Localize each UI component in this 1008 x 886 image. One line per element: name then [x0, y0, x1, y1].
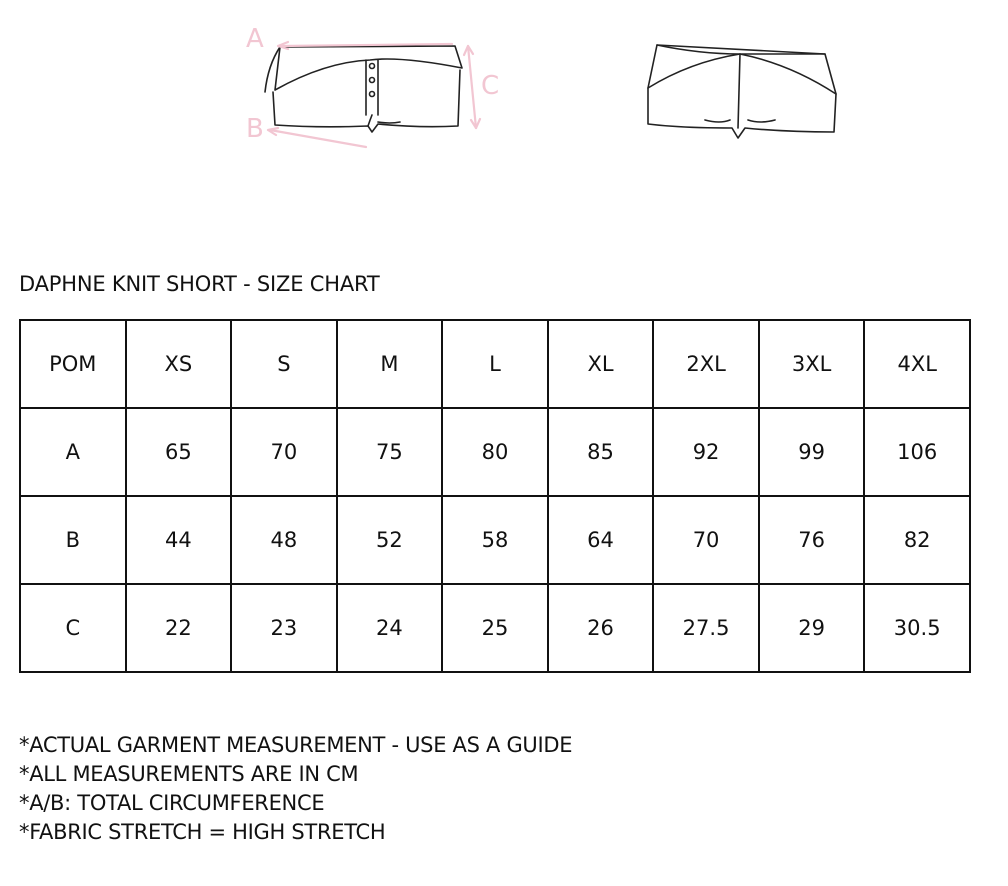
header-cell: 3XL	[759, 320, 865, 408]
table-row	[20, 496, 970, 584]
table-cell: A	[20, 408, 126, 496]
label-c: C	[481, 71, 500, 101]
size-chart-table	[19, 319, 971, 673]
table-cell: 80	[442, 408, 548, 496]
front-shorts-drawing	[265, 46, 462, 132]
header-cell: 2XL	[653, 320, 759, 408]
header-cell: L	[442, 320, 548, 408]
table-row	[20, 408, 970, 496]
table-cell: 52	[337, 496, 443, 584]
note-line: *ACTUAL GARMENT MEASUREMENT - USE AS A GUIDE	[19, 733, 573, 757]
table-cell: 65	[126, 408, 232, 496]
garment-illustrations	[230, 20, 850, 155]
measure-b-line	[270, 130, 366, 147]
table-cell: 70	[653, 496, 759, 584]
table-cell: 99	[759, 408, 865, 496]
header-cell: XL	[548, 320, 654, 408]
header-cell: 4XL	[864, 320, 970, 408]
table-cell: 58	[442, 496, 548, 584]
back-shorts-drawing	[648, 45, 836, 138]
note-line: *A/B: TOTAL CIRCUMFERENCE	[19, 791, 325, 815]
table-cell: 27.5	[653, 584, 759, 672]
table-cell: 64	[548, 496, 654, 584]
table-cell: 76	[759, 496, 865, 584]
table-row	[20, 584, 970, 672]
measure-c-line	[468, 46, 476, 128]
table-cell: 44	[126, 496, 232, 584]
table-cell: 24	[337, 584, 443, 672]
note-line: *FABRIC STRETCH = HIGH STRETCH	[19, 820, 386, 844]
table-cell: 23	[231, 584, 337, 672]
note-line: *ALL MEASUREMENTS ARE IN CM	[19, 762, 359, 786]
table-cell: 85	[548, 408, 654, 496]
table-cell: 30.5	[864, 584, 970, 672]
table-cell: C	[20, 584, 126, 672]
table-cell: B	[20, 496, 126, 584]
header-cell: XS	[126, 320, 232, 408]
header-cell: S	[231, 320, 337, 408]
header-cell: M	[337, 320, 443, 408]
table-cell: 48	[231, 496, 337, 584]
table-cell: 70	[231, 408, 337, 496]
table-cell: 75	[337, 408, 443, 496]
notes-section	[19, 731, 572, 847]
table-cell: 26	[548, 584, 654, 672]
table-header-row	[20, 320, 970, 408]
table-cell: 106	[864, 408, 970, 496]
label-b: B	[246, 114, 264, 144]
table-cell: 92	[653, 408, 759, 496]
table-cell: 22	[126, 584, 232, 672]
header-cell: POM	[20, 320, 126, 408]
shorts-diagram	[230, 20, 850, 155]
table-cell: 25	[442, 584, 548, 672]
label-a: A	[246, 24, 264, 54]
table-cell: 82	[864, 496, 970, 584]
chart-title: DAPHNE KNIT SHORT - SIZE CHART	[19, 272, 380, 296]
table-cell: 29	[759, 584, 865, 672]
